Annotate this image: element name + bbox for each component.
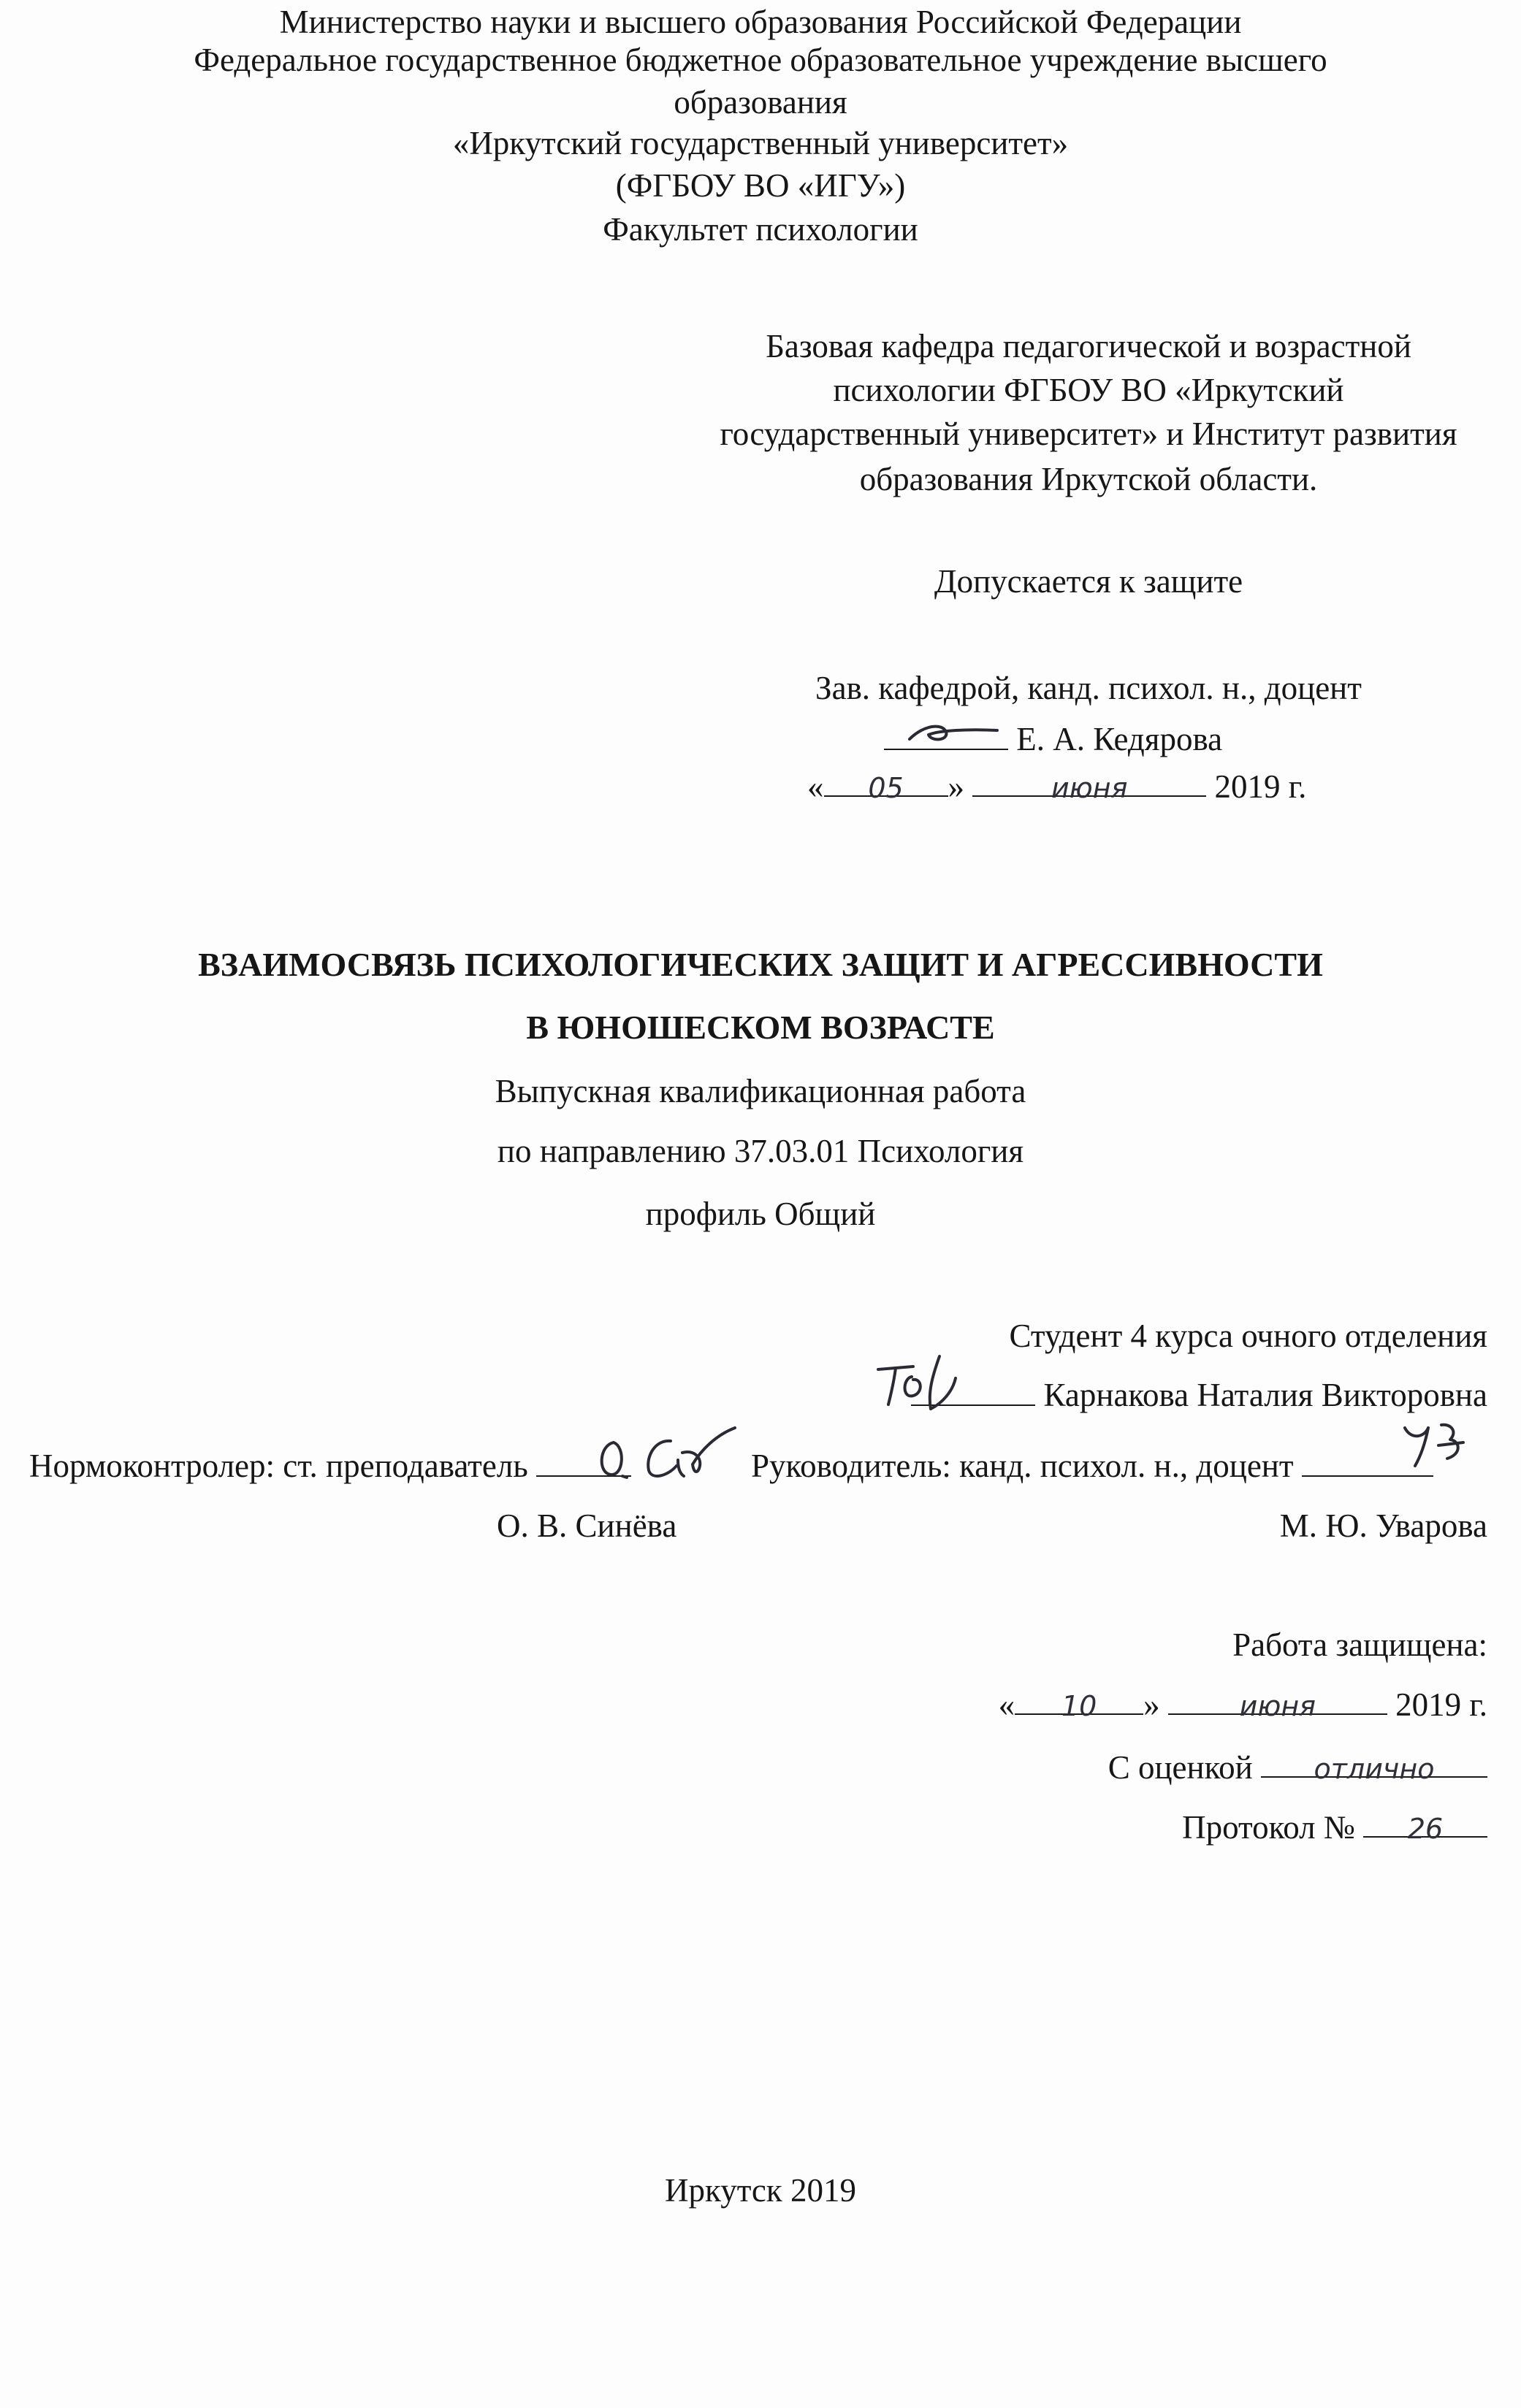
supervisor-name: М. Ю. Уварова xyxy=(1279,1507,1487,1544)
faculty: Факультет психологии xyxy=(603,211,918,248)
supervisor-signature xyxy=(1399,1413,1479,1472)
supervisor-line xyxy=(751,1450,1433,1483)
department-line-4: образования Иркутской области. xyxy=(859,461,1318,497)
thesis-title-line-1: ВЗАИМОСВЯЗЬ ПСИХОЛОГИЧЕСКИХ ЗАЩИТ И АГРЕССИВНОСТИ xyxy=(198,946,1323,983)
defense-month-field xyxy=(1168,1689,1387,1722)
student-signature xyxy=(869,1348,972,1417)
supervisor-label: Руководитель: канд. психол. н., доцент xyxy=(751,1448,1294,1484)
head-position: Зав. кафедрой, канд. психол. н., доцент xyxy=(815,670,1362,706)
grade-value: отлично xyxy=(1314,1753,1435,1785)
work-defended: Работа защищена: xyxy=(1232,1627,1487,1663)
normcontrol-name: О. В. Синёва xyxy=(497,1507,677,1544)
quote-open: « xyxy=(807,768,824,805)
department-line-2: психологии ФГБОУ ВО «Иркутский xyxy=(833,372,1344,408)
department-line-3: государственный университет» и Институт развития xyxy=(720,416,1457,452)
protocol-field xyxy=(1363,1811,1487,1845)
approval-year: 2019 г. xyxy=(1214,768,1307,805)
grade-label: С оценкой xyxy=(1108,1749,1253,1786)
approval-day: 05 xyxy=(868,772,904,804)
grade-field xyxy=(1261,1751,1487,1785)
approval-month: июня xyxy=(1051,772,1128,804)
approval-month-field xyxy=(972,771,1206,804)
admitted-to-defense: Допускается к защите xyxy=(934,563,1243,600)
university-abbreviation: (ФГБОУ ВО «ИГУ») xyxy=(615,167,906,204)
student-name-line xyxy=(731,1379,1487,1412)
head-signature xyxy=(902,717,1012,746)
normcontrol-line xyxy=(29,1450,631,1483)
protocol-number: 26 xyxy=(1407,1813,1444,1845)
defense-date-line xyxy=(804,1686,1487,1723)
quote-open: « xyxy=(998,1686,1015,1723)
defense-day-field xyxy=(1015,1689,1143,1722)
approval-date-line xyxy=(807,768,1307,805)
institution-line: Федеральное государственное бюджетное образовательное учреждение высшего xyxy=(194,42,1327,78)
head-name: Е. А. Кедярова xyxy=(1016,721,1223,757)
ministry-line: Министерство науки и высшего образования Российской Федерации xyxy=(279,4,1242,40)
thesis-title-line-2: В ЮНОШЕСКОМ ВОЗРАСТЕ xyxy=(526,1009,995,1046)
institution-line-continued: образования xyxy=(674,84,847,121)
student-name: Карнакова Наталия Викторовна xyxy=(1043,1377,1487,1413)
department-line-1: Базовая кафедра педагогической и возрастной xyxy=(766,328,1411,364)
defense-month: июня xyxy=(1239,1690,1316,1722)
quote-close: » xyxy=(948,768,964,805)
normcontrol-label: Нормоконтролер: ст. преподаватель xyxy=(29,1448,528,1484)
defense-year: 2019 г. xyxy=(1395,1686,1487,1723)
normcontrol-signature xyxy=(592,1421,752,1486)
grade-line xyxy=(804,1751,1487,1784)
work-type: Выпускная квалификационная работа xyxy=(495,1073,1026,1109)
study-direction: по направлению 37.03.01 Психология xyxy=(497,1133,1024,1169)
defense-day: 10 xyxy=(1061,1690,1097,1722)
city-year: Иркутск 2019 xyxy=(664,2172,857,2209)
approval-day-field xyxy=(824,771,948,804)
student-course: Студент 4 курса очного отделения xyxy=(1009,1318,1487,1354)
quote-close: » xyxy=(1143,1686,1160,1723)
protocol-line xyxy=(804,1811,1487,1844)
protocol-label: Протокол № xyxy=(1182,1809,1355,1846)
study-profile: профиль Общий xyxy=(645,1196,876,1232)
university-name: «Иркутский государственный университет» xyxy=(452,125,1069,161)
